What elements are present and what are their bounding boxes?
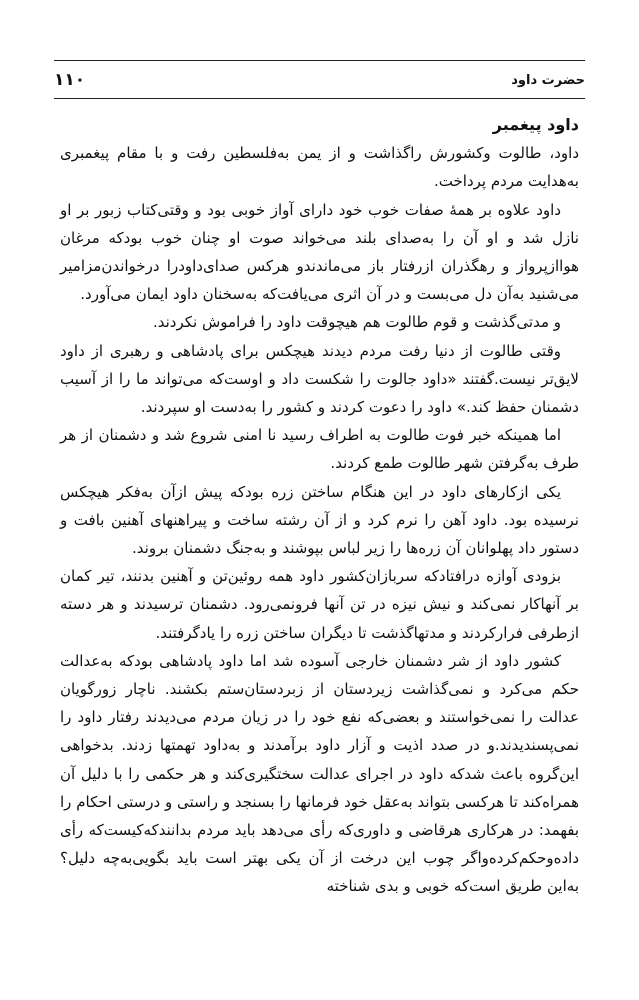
page-body (60, 111, 579, 901)
page-header (54, 60, 585, 100)
running-title: حضرت داود (511, 72, 585, 88)
paragraph: اما همینکه خبر فوت طالوت به اطراف رسید نا امنی شروع شد و دشمنان از هر طرف به‌گرفتن شهر طالوت طمع کردند. (60, 426, 579, 473)
paragraph: یکی از‌کارهای داود در این هنگام ساختن زره بود‌که پیش ازآن به‌فکر هیچکس نرسیده بود. داود آهن را نرم کرد و از آن رشته ساخت و پیراهنهای آهنین بافت و دستور داد پهلوانان آن زره‌ها را زیر لباس بپوشند و به‌جنگ دشمنان بروند. (60, 482, 579, 558)
paragraph: بزودی آوازه درافتاد‌که سربازان‌کشور داود همه روئین‌تن و آهنین بدنند، تیر کمان بر آنها‌کار نمی‌کند و نیش نیزه در تن آنها فرونمی‌رود. دشمنان ترسیدند و هر دسته از‌طرفی فرار‌کردند و مدتها‌گذشت تا دیگران ساختن زره را یادگرفتند. (60, 567, 579, 642)
header-rule-bottom (54, 98, 585, 99)
paragraph: داود، طالوت وکشورش راگذاشت و از یمن به‌فلسطین رفت و با مقام پیغمبری به‌هدایت مردم پرداخت. (60, 144, 579, 191)
paragraph: وقتی طالوت از دنیا رفت مردم دیدند هیچکس برای پادشاهی و رهبری از داود لایق‌تر نیست.گفتند «داود جالوت را شکست داد و اوست‌که می‌تواند ما را از آسیب دشمنان حفظ کند.» داود را دعوت کردند و کشور را به‌دست او سپردند. (60, 341, 579, 417)
section-heading: داود پیغمبر (492, 115, 579, 134)
page-number: ١١٠ (54, 70, 86, 90)
paragraph: داود علاوه بر همهٔ صفات خوب خود دارای آواز خوبی بود و وقتی‌کتاب زبور بر او نازل شد و او آن را به‌صدای بلند می‌خواند صوت او چنان خوب بود‌که مرغان هوا‌ازپرواز و رهگذران از‌رفتار باز می‌ماندند‌و هرکس صدای‌داود‌را درخواندن‌مزامیر می‌شنید به‌آن دل می‌بست و در آن اثری می‌یافت‌که به‌سخنان داود ایمان می‌آورد. (60, 200, 579, 304)
paragraph: کشور داود از شر دشمنان خارجی آسوده شد اما داود پادشاهی بود‌که به‌عدالت حکم می‌کرد و نمی‌گذاشت زیردستان از زبردستان‌ستم بکشند. ناچار زورگویان عدالت را نمی‌خواستند و بعضی‌که نفع خود را در زیان مردم می‌دیدند رفتار داود را نمی‌پسندیدند.و در صدد اذیت و آزار داود برآمدند و به‌داود تهمتها زدند. بدخواهی این‌گروه باعث شد‌که داود در اجرای عدالت سختگیری‌کند و هر حکمی را با دلیل آن همراه‌کند تا هرکسی بتواند به‌عقل خود فرمانها را بسنجد و راستی و درستی احکام را بفهمد: در هرکاری هرقاضی و داوری‌که رأی می‌دهد باید مردم بدانند‌که‌کیست‌که رأی داده‌وحکم‌کرده‌واگر چوب این درخت از آن یکی بهتر است باید بگویی‌به‌چه دلیل؟ به‌این طریق است‌که خوبی و بدی شناخته (60, 651, 579, 896)
paragraph: و مدتی‌گذشت و قوم طالوت هم هیچوقت داود را فراموش نکردند. (152, 313, 561, 332)
